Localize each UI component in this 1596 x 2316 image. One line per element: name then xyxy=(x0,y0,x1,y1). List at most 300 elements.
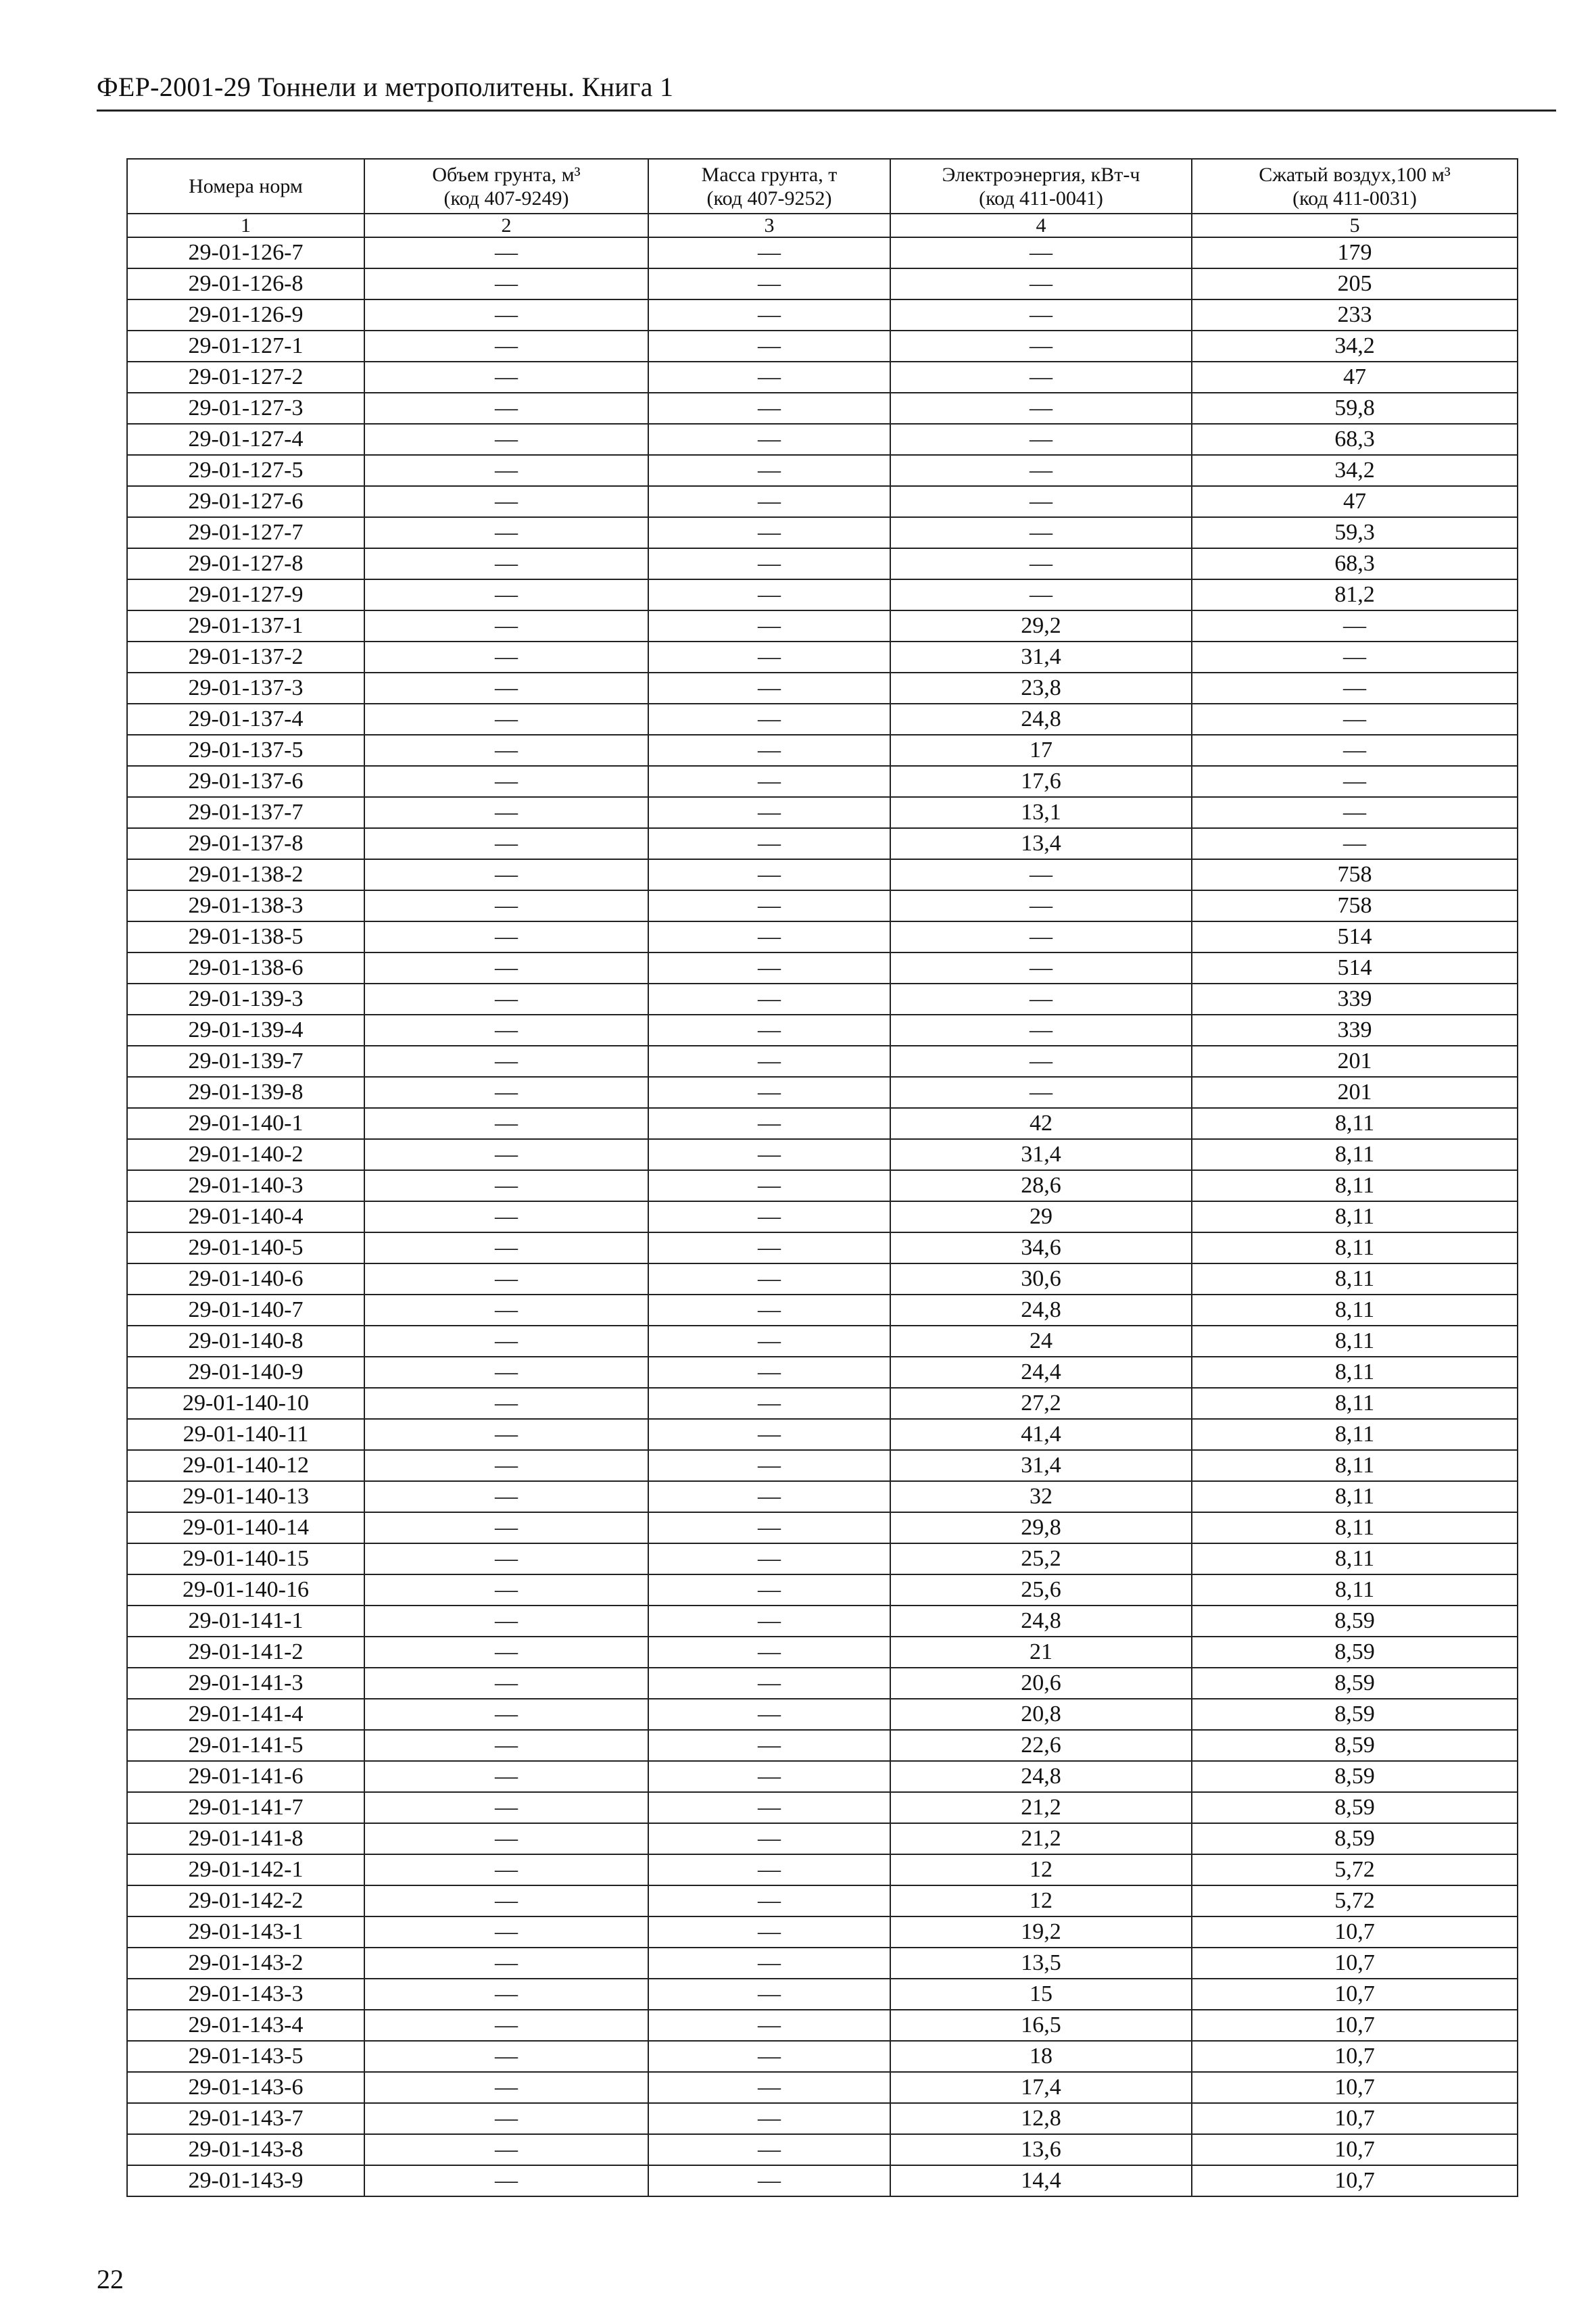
table-cell: 22,6 xyxy=(890,1730,1192,1761)
table-cell: — xyxy=(648,2134,890,2165)
column-number-row xyxy=(127,214,1518,237)
norm-number-cell: 29-01-141-3 xyxy=(127,1668,364,1699)
table-cell: 68,3 xyxy=(1192,424,1518,455)
table-row xyxy=(127,610,1518,642)
column-header-code: (код 411-0041) xyxy=(979,187,1103,210)
table-cell: — xyxy=(364,1948,648,1979)
column-header-label: Электроэнергия, кВт-ч xyxy=(942,163,1140,186)
norm-number-cell: 29-01-143-9 xyxy=(127,2165,364,2196)
table-cell: — xyxy=(890,393,1192,424)
table-cell: — xyxy=(364,859,648,890)
column-header xyxy=(890,159,1192,214)
table-row xyxy=(127,2134,1518,2165)
table-cell: — xyxy=(648,704,890,735)
table-row xyxy=(127,1201,1518,1232)
table-cell: — xyxy=(364,1512,648,1543)
table-cell: 8,11 xyxy=(1192,1295,1518,1326)
table-cell: 233 xyxy=(1192,299,1518,331)
table-row xyxy=(127,579,1518,610)
table-row xyxy=(127,1046,1518,1077)
table-cell: — xyxy=(648,486,890,517)
table-cell: 8,11 xyxy=(1192,1232,1518,1263)
table-cell: 20,8 xyxy=(890,1699,1192,1730)
table-row xyxy=(127,268,1518,299)
table-cell: — xyxy=(364,2103,648,2134)
table-cell: 5,72 xyxy=(1192,1854,1518,1885)
table-cell: 10,7 xyxy=(1192,1948,1518,1979)
norm-number-cell: 29-01-140-4 xyxy=(127,1201,364,1232)
norm-number-cell: 29-01-143-4 xyxy=(127,2010,364,2041)
table-cell: — xyxy=(364,766,648,797)
table-cell: 8,11 xyxy=(1192,1170,1518,1201)
norm-number-cell: 29-01-139-3 xyxy=(127,984,364,1015)
table-row xyxy=(127,766,1518,797)
column-number: 4 xyxy=(890,214,1192,237)
table-cell: — xyxy=(648,1916,890,1948)
table-cell: — xyxy=(648,1885,890,1916)
table-cell: — xyxy=(648,1450,890,1481)
table-cell: 21 xyxy=(890,1637,1192,1668)
table-cell: 17 xyxy=(890,735,1192,766)
table-cell: 34,2 xyxy=(1192,455,1518,486)
table-cell: 13,4 xyxy=(890,828,1192,859)
table-cell: — xyxy=(364,797,648,828)
table-cell: — xyxy=(648,268,890,299)
table-cell: — xyxy=(890,984,1192,1015)
table-cell: 14,4 xyxy=(890,2165,1192,2196)
table-row xyxy=(127,1108,1518,1139)
table-row xyxy=(127,486,1518,517)
table-row xyxy=(127,1730,1518,1761)
table-row xyxy=(127,704,1518,735)
column-header xyxy=(127,159,364,214)
table-cell: 25,2 xyxy=(890,1543,1192,1574)
table-cell: — xyxy=(890,299,1192,331)
table-cell: — xyxy=(648,1730,890,1761)
table-row xyxy=(127,517,1518,548)
table-cell: 514 xyxy=(1192,952,1518,984)
table-cell: — xyxy=(890,921,1192,952)
table-cell: 13,5 xyxy=(890,1948,1192,1979)
column-header xyxy=(364,159,648,214)
column-number: 1 xyxy=(127,214,364,237)
table-cell: 19,2 xyxy=(890,1916,1192,1948)
column-number: 5 xyxy=(1192,214,1518,237)
norm-number-cell: 29-01-140-1 xyxy=(127,1108,364,1139)
norm-number-cell: 29-01-138-2 xyxy=(127,859,364,890)
table-cell: — xyxy=(648,1263,890,1295)
table-cell: — xyxy=(890,859,1192,890)
table-cell: — xyxy=(364,299,648,331)
table-row xyxy=(127,1792,1518,1823)
table-cell: 42 xyxy=(890,1108,1192,1139)
table-cell: — xyxy=(364,1108,648,1139)
table-row xyxy=(127,1854,1518,1885)
table-body xyxy=(127,237,1518,2196)
table-cell: — xyxy=(648,548,890,579)
table-cell: — xyxy=(648,2010,890,2041)
table-row xyxy=(127,1015,1518,1046)
table-cell: — xyxy=(890,237,1192,268)
table-cell: 8,11 xyxy=(1192,1201,1518,1232)
table-cell: 758 xyxy=(1192,890,1518,921)
norm-number-cell: 29-01-143-6 xyxy=(127,2072,364,2103)
table-cell: 34,2 xyxy=(1192,331,1518,362)
table-cell: — xyxy=(1192,673,1518,704)
table-cell: — xyxy=(364,1543,648,1574)
norm-number-cell: 29-01-126-7 xyxy=(127,237,364,268)
table-cell: — xyxy=(364,1139,648,1170)
column-header-code: (код 411-0031) xyxy=(1292,187,1417,210)
table-cell: — xyxy=(890,890,1192,921)
table-cell: 21,2 xyxy=(890,1792,1192,1823)
table-cell: — xyxy=(648,1015,890,1046)
norm-number-cell: 29-01-140-15 xyxy=(127,1543,364,1574)
table-cell: 8,59 xyxy=(1192,1792,1518,1823)
table-cell: 8,59 xyxy=(1192,1606,1518,1637)
table-cell: — xyxy=(364,1761,648,1792)
table-cell: — xyxy=(648,1574,890,1606)
table-cell: 32 xyxy=(890,1481,1192,1512)
table-cell: 205 xyxy=(1192,268,1518,299)
table-cell: 8,59 xyxy=(1192,1699,1518,1730)
table-row xyxy=(127,1077,1518,1108)
table-cell: 21,2 xyxy=(890,1823,1192,1854)
norm-number-cell: 29-01-141-6 xyxy=(127,1761,364,1792)
table-cell: — xyxy=(648,299,890,331)
table-row xyxy=(127,299,1518,331)
table-row xyxy=(127,1450,1518,1481)
norm-number-cell: 29-01-140-11 xyxy=(127,1419,364,1450)
norm-number-cell: 29-01-127-9 xyxy=(127,579,364,610)
table-cell: — xyxy=(1192,704,1518,735)
table-cell: 68,3 xyxy=(1192,548,1518,579)
table-cell: 10,7 xyxy=(1192,2041,1518,2072)
table-cell: 8,11 xyxy=(1192,1326,1518,1357)
table-cell: — xyxy=(364,2041,648,2072)
table-cell: — xyxy=(648,1543,890,1574)
table-cell: — xyxy=(364,1388,648,1419)
table-cell: 8,59 xyxy=(1192,1668,1518,1699)
table-row xyxy=(127,1357,1518,1388)
page-number: 22 xyxy=(97,2264,124,2294)
table-cell: — xyxy=(364,952,648,984)
table-cell: 201 xyxy=(1192,1077,1518,1108)
table-cell: — xyxy=(648,828,890,859)
table-cell: — xyxy=(364,424,648,455)
norm-number-cell: 29-01-140-2 xyxy=(127,1139,364,1170)
table-cell: — xyxy=(648,237,890,268)
table-cell: 13,1 xyxy=(890,797,1192,828)
table-row xyxy=(127,1512,1518,1543)
table-cell: 81,2 xyxy=(1192,579,1518,610)
table-cell: — xyxy=(648,642,890,673)
norm-number-cell: 29-01-141-2 xyxy=(127,1637,364,1668)
table-cell: — xyxy=(648,2041,890,2072)
table-row xyxy=(127,237,1518,268)
norm-number-cell: 29-01-143-7 xyxy=(127,2103,364,2134)
table-cell: — xyxy=(364,1419,648,1450)
table-cell: 25,6 xyxy=(890,1574,1192,1606)
table-cell: 24,8 xyxy=(890,1295,1192,1326)
table-cell: — xyxy=(890,548,1192,579)
table-cell: — xyxy=(364,2010,648,2041)
column-number: 3 xyxy=(648,214,890,237)
table-cell: — xyxy=(364,2165,648,2196)
table-cell: — xyxy=(364,1574,648,1606)
table-cell: — xyxy=(648,1357,890,1388)
norm-number-cell: 29-01-137-1 xyxy=(127,610,364,642)
table-cell: — xyxy=(364,331,648,362)
norm-number-cell: 29-01-140-9 xyxy=(127,1357,364,1388)
table-cell: 179 xyxy=(1192,237,1518,268)
table-cell: — xyxy=(364,548,648,579)
table-row xyxy=(127,424,1518,455)
table-cell: — xyxy=(648,735,890,766)
table-cell: 20,6 xyxy=(890,1668,1192,1699)
table-cell: 29,2 xyxy=(890,610,1192,642)
table-cell: — xyxy=(890,268,1192,299)
table-cell: 34,6 xyxy=(890,1232,1192,1263)
table-cell: — xyxy=(364,1046,648,1077)
table-cell: — xyxy=(364,1792,648,1823)
table-cell: — xyxy=(648,921,890,952)
table-cell: 24,8 xyxy=(890,1606,1192,1637)
table-row xyxy=(127,642,1518,673)
table-row xyxy=(127,1170,1518,1201)
table-cell: 8,59 xyxy=(1192,1637,1518,1668)
table-cell: 47 xyxy=(1192,362,1518,393)
table-cell: — xyxy=(1192,766,1518,797)
table-cell: — xyxy=(648,424,890,455)
table-cell: — xyxy=(364,1637,648,1668)
table-cell: — xyxy=(364,486,648,517)
column-header-code: (код 407-9249) xyxy=(443,187,569,210)
table-cell: 47 xyxy=(1192,486,1518,517)
table-cell: — xyxy=(364,1885,648,1916)
norm-number-cell: 29-01-127-7 xyxy=(127,517,364,548)
table-cell: — xyxy=(890,1077,1192,1108)
table-row xyxy=(127,2165,1518,2196)
norm-number-cell: 29-01-140-16 xyxy=(127,1574,364,1606)
table-cell: 13,6 xyxy=(890,2134,1192,2165)
column-header-label: Номера норм xyxy=(189,175,303,197)
table-row xyxy=(127,1295,1518,1326)
table-cell: — xyxy=(648,2072,890,2103)
column-header-label: Масса грунта, т xyxy=(701,163,838,186)
table-cell: 8,11 xyxy=(1192,1388,1518,1419)
table-cell: — xyxy=(648,890,890,921)
norm-number-cell: 29-01-137-7 xyxy=(127,797,364,828)
table-cell: — xyxy=(890,455,1192,486)
table-cell: — xyxy=(364,1201,648,1232)
table-cell: — xyxy=(648,952,890,984)
norm-number-cell: 29-01-139-8 xyxy=(127,1077,364,1108)
table-cell: — xyxy=(1192,828,1518,859)
table-cell: — xyxy=(364,362,648,393)
table-cell: 5,72 xyxy=(1192,1885,1518,1916)
table-cell: — xyxy=(364,1015,648,1046)
table-row xyxy=(127,797,1518,828)
norms-table xyxy=(126,158,1518,2197)
table-cell: 8,59 xyxy=(1192,1730,1518,1761)
table-cell: — xyxy=(648,2165,890,2196)
table-cell: — xyxy=(890,1015,1192,1046)
table-cell: — xyxy=(648,1139,890,1170)
norm-number-cell: 29-01-141-7 xyxy=(127,1792,364,1823)
table-cell: 758 xyxy=(1192,859,1518,890)
norm-number-cell: 29-01-137-2 xyxy=(127,642,364,673)
table-cell: — xyxy=(890,1046,1192,1077)
table-cell: — xyxy=(890,486,1192,517)
table-cell: — xyxy=(648,1948,890,1979)
table-cell: 339 xyxy=(1192,984,1518,1015)
table-cell: — xyxy=(364,2072,648,2103)
table-row xyxy=(127,1916,1518,1948)
table-cell: — xyxy=(648,1388,890,1419)
table-cell: — xyxy=(890,331,1192,362)
column-header-label: Объем грунта, м³ xyxy=(432,163,581,186)
table-row xyxy=(127,921,1518,952)
table-row xyxy=(127,1574,1518,1606)
table-cell: 8,11 xyxy=(1192,1419,1518,1450)
table-cell: 8,59 xyxy=(1192,1823,1518,1854)
table-row xyxy=(127,1948,1518,1979)
table-cell: — xyxy=(890,952,1192,984)
norm-number-cell: 29-01-127-2 xyxy=(127,362,364,393)
norm-number-cell: 29-01-143-8 xyxy=(127,2134,364,2165)
norm-number-cell: 29-01-140-5 xyxy=(127,1232,364,1263)
table-cell: 8,11 xyxy=(1192,1263,1518,1295)
table-cell: 18 xyxy=(890,2041,1192,2072)
table-cell: — xyxy=(648,1699,890,1730)
column-header xyxy=(648,159,890,214)
table-cell: 8,11 xyxy=(1192,1357,1518,1388)
norm-number-cell: 29-01-138-5 xyxy=(127,921,364,952)
norm-number-cell: 29-01-141-8 xyxy=(127,1823,364,1854)
table-cell: — xyxy=(364,455,648,486)
table-cell: — xyxy=(648,393,890,424)
table-row xyxy=(127,2041,1518,2072)
table-cell: — xyxy=(648,1668,890,1699)
table-cell: — xyxy=(648,579,890,610)
table-row xyxy=(127,1481,1518,1512)
norm-number-cell: 29-01-143-5 xyxy=(127,2041,364,2072)
table-row xyxy=(127,984,1518,1015)
table-cell: — xyxy=(364,393,648,424)
table-cell: 30,6 xyxy=(890,1263,1192,1295)
table-cell: — xyxy=(648,1979,890,2010)
norm-number-cell: 29-01-141-1 xyxy=(127,1606,364,1637)
table-cell: 16,5 xyxy=(890,2010,1192,2041)
norm-number-cell: 29-01-140-12 xyxy=(127,1450,364,1481)
norm-number-cell: 29-01-126-8 xyxy=(127,268,364,299)
table-cell: — xyxy=(648,1823,890,1854)
table-cell: — xyxy=(364,268,648,299)
table-cell: 24 xyxy=(890,1326,1192,1357)
table-row xyxy=(127,1885,1518,1916)
table-row xyxy=(127,331,1518,362)
table-cell: — xyxy=(364,1854,648,1885)
table-cell: — xyxy=(364,1450,648,1481)
table-row xyxy=(127,548,1518,579)
table-cell: — xyxy=(364,1823,648,1854)
norm-number-cell: 29-01-140-8 xyxy=(127,1326,364,1357)
table-cell: — xyxy=(890,579,1192,610)
norm-number-cell: 29-01-137-8 xyxy=(127,828,364,859)
table-cell: — xyxy=(648,455,890,486)
column-header xyxy=(1192,159,1518,214)
table-cell: — xyxy=(364,1263,648,1295)
table-row xyxy=(127,1388,1518,1419)
norm-number-cell: 29-01-139-7 xyxy=(127,1046,364,1077)
table-cell: 41,4 xyxy=(890,1419,1192,1450)
table-cell: 24,8 xyxy=(890,1761,1192,1792)
table-cell: — xyxy=(364,517,648,548)
table-cell: 31,4 xyxy=(890,1450,1192,1481)
table-cell: — xyxy=(364,1481,648,1512)
table-cell: — xyxy=(648,1201,890,1232)
table-cell: — xyxy=(648,1077,890,1108)
table-cell: 12 xyxy=(890,1885,1192,1916)
table-cell: 17,4 xyxy=(890,2072,1192,2103)
table-cell: — xyxy=(648,1419,890,1450)
table-cell: 10,7 xyxy=(1192,2165,1518,2196)
table-row xyxy=(127,1326,1518,1357)
norm-number-cell: 29-01-137-6 xyxy=(127,766,364,797)
table-cell: — xyxy=(648,2103,890,2134)
table-cell: 10,7 xyxy=(1192,2010,1518,2041)
table-row xyxy=(127,890,1518,921)
table-header-row xyxy=(127,159,1518,214)
table-cell: 8,11 xyxy=(1192,1574,1518,1606)
table-row xyxy=(127,1232,1518,1263)
table-cell: — xyxy=(648,1295,890,1326)
column-number: 2 xyxy=(364,214,648,237)
table-cell: — xyxy=(364,828,648,859)
table-cell: 29,8 xyxy=(890,1512,1192,1543)
table-cell: 201 xyxy=(1192,1046,1518,1077)
table-cell: — xyxy=(364,610,648,642)
table-row xyxy=(127,1979,1518,2010)
table-cell: 8,11 xyxy=(1192,1481,1518,1512)
table-row xyxy=(127,1637,1518,1668)
norm-number-cell: 29-01-137-5 xyxy=(127,735,364,766)
table-cell: — xyxy=(648,673,890,704)
table-cell: — xyxy=(364,984,648,1015)
table-cell: — xyxy=(648,1326,890,1357)
table-cell: — xyxy=(648,1761,890,1792)
norm-number-cell: 29-01-140-10 xyxy=(127,1388,364,1419)
table-cell: 59,8 xyxy=(1192,393,1518,424)
table-cell: 29 xyxy=(890,1201,1192,1232)
table-cell: — xyxy=(364,1699,648,1730)
table-row xyxy=(127,393,1518,424)
table-cell: — xyxy=(648,1108,890,1139)
table-cell: 17,6 xyxy=(890,766,1192,797)
table-cell: — xyxy=(364,1668,648,1699)
table-cell: 24,4 xyxy=(890,1357,1192,1388)
norm-number-cell: 29-01-127-6 xyxy=(127,486,364,517)
norm-number-cell: 29-01-140-14 xyxy=(127,1512,364,1543)
table-row xyxy=(127,828,1518,859)
norm-number-cell: 29-01-139-4 xyxy=(127,1015,364,1046)
table-cell: 514 xyxy=(1192,921,1518,952)
table-cell: — xyxy=(364,642,648,673)
table-cell: 12,8 xyxy=(890,2103,1192,2134)
table-row xyxy=(127,1606,1518,1637)
table-cell: 10,7 xyxy=(1192,2072,1518,2103)
